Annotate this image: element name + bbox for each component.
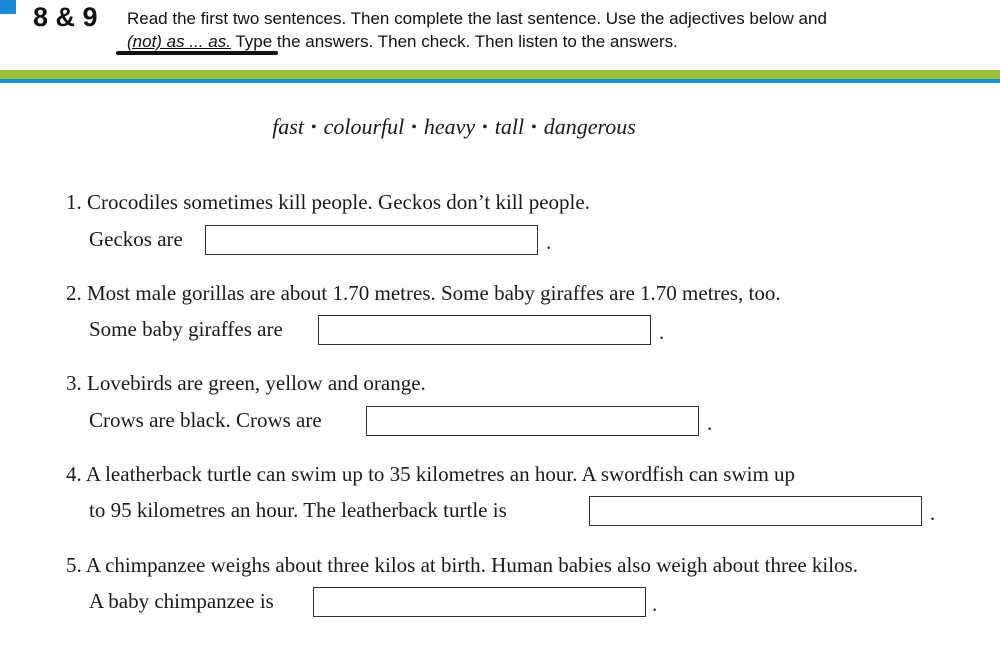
header-divider-blue: [0, 79, 1000, 83]
question-prompt: Crocodiles sometimes kill people. Geckos don’t kill people.: [87, 190, 590, 214]
instruction-line-1: Read the first two sentences. Then complete the last sentence. Use the adjectives below and: [127, 9, 827, 28]
question-1-stem: Geckos are: [89, 227, 183, 251]
question-5: [66, 553, 858, 578]
period: .: [930, 501, 936, 525]
question-2: [66, 281, 781, 306]
word-bank-separator: •: [411, 119, 417, 136]
question-number: 5.: [66, 553, 82, 577]
period: .: [652, 592, 658, 616]
instruction-line-2-text: Type the answers. Then check. Then listen to the answers.: [230, 32, 678, 51]
question-2-stem: Some baby giraffes are: [89, 317, 283, 341]
question-5-stem: A baby chimpanzee is: [89, 589, 274, 613]
word-bank-item: tall: [494, 114, 525, 139]
answer-input-5[interactable]: [313, 587, 646, 617]
question-number: 2.: [66, 281, 82, 305]
question-3: [66, 371, 426, 396]
exercise-number: 8 & 9: [33, 2, 98, 32]
word-bank-separator: •: [531, 119, 537, 136]
word-bank-item: heavy: [423, 114, 476, 139]
answer-input-1[interactable]: [205, 225, 538, 255]
question-prompt: Most male gorillas are about 1.70 metres. Some baby giraffes are 1.70 metres, too.: [87, 281, 781, 305]
question-prompt: Lovebirds are green, yellow and orange.: [87, 371, 426, 395]
period: .: [546, 230, 552, 254]
question-1: [66, 190, 590, 215]
emphasis-underline: [116, 51, 278, 55]
question-3-stem: Crows are black. Crows are: [89, 408, 322, 432]
word-bank-separator: •: [310, 119, 317, 136]
word-bank-item: dangerous: [543, 114, 636, 139]
question-4: [66, 462, 795, 487]
answer-input-3[interactable]: [366, 406, 699, 436]
question-number: 4.: [66, 462, 82, 486]
period: .: [659, 320, 665, 344]
word-bank-item: fast: [272, 114, 304, 139]
corner-marker: [0, 0, 16, 14]
instruction-emphasis: (not) as ... as.: [127, 32, 231, 51]
word-bank-separator: •: [482, 119, 488, 136]
question-prompt: A chimpanzee weighs about three kilos at birth. Human babies also weigh about three kilos.: [85, 553, 858, 577]
question-number: 3.: [66, 371, 82, 395]
word-bank: [0, 114, 908, 140]
instruction-line-2: [127, 32, 678, 52]
period: .: [707, 411, 713, 435]
question-number: 1.: [66, 190, 82, 214]
question-4-stem: to 95 kilometres an hour. The leatherback turtle is: [89, 498, 507, 522]
answer-input-4[interactable]: [589, 496, 922, 526]
answer-input-2[interactable]: [318, 315, 651, 345]
header-divider-green: [0, 70, 1000, 79]
question-prompt: A leatherback turtle can swim up to 35 kilometres an hour. A swordfish can swim up: [85, 462, 796, 486]
word-bank-item: colourful: [323, 114, 405, 139]
